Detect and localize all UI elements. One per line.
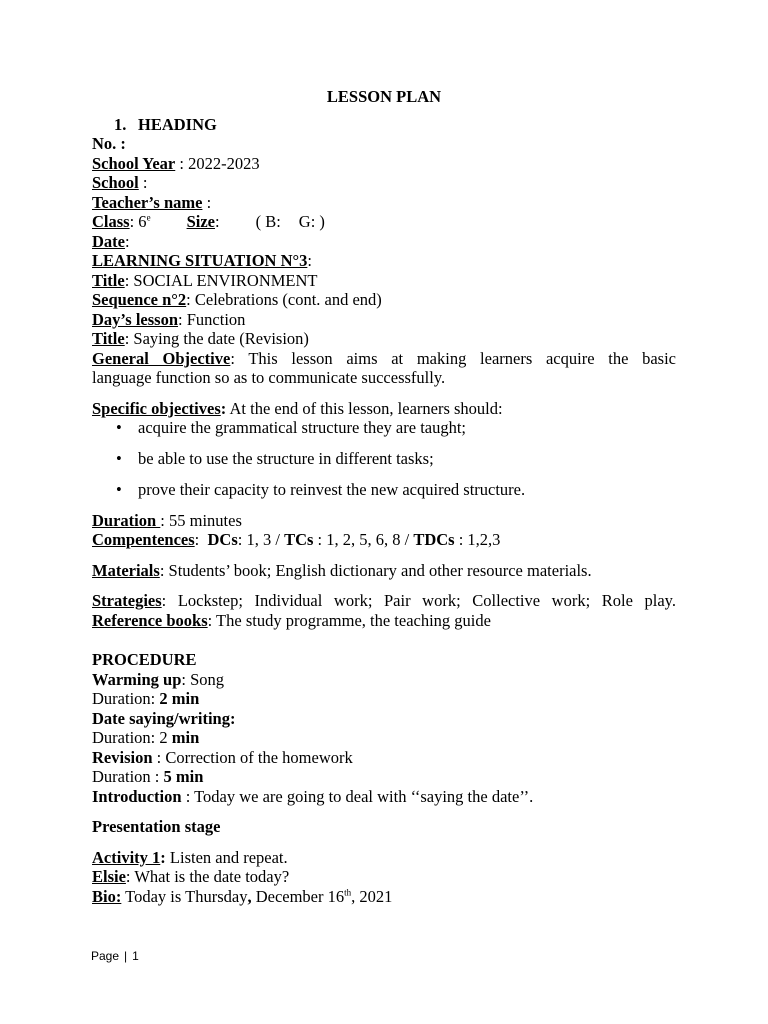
- footer-page-label: Page: [91, 949, 120, 963]
- teacher-value: :: [202, 192, 212, 212]
- bio-label: Bio:: [92, 886, 122, 906]
- activity-1-colon: :: [160, 847, 166, 867]
- title-value: : SOCIAL ENVIRONMENT: [124, 270, 318, 290]
- general-objective-label: General Objective: [92, 348, 231, 368]
- activity-1-value: Listen and repeat.: [165, 847, 288, 867]
- duration-value: : 55 minutes: [160, 510, 242, 530]
- specific-objectives-colon: :: [220, 398, 227, 418]
- bio-value-b: December 16: [251, 886, 345, 906]
- lesson-title-field: [92, 329, 676, 349]
- elsie-value: : What is the date today?: [125, 867, 290, 886]
- section-heading: [92, 115, 676, 135]
- bio-comma: ,: [247, 886, 252, 906]
- general-objective-value: : This lesson aims at making learners acquire the basic: [230, 348, 676, 368]
- introduction-field: [92, 787, 676, 807]
- duration-field: [92, 511, 676, 531]
- page-footer: [91, 947, 139, 967]
- page-title: LESSON PLAN: [326, 87, 442, 106]
- revision-value: : Correction of the homework: [152, 747, 353, 767]
- class-label: Class: [92, 212, 130, 231]
- general-objective-line1: [92, 349, 676, 369]
- learning-situation-label: LEARNING SITUATION N°3: [92, 251, 308, 270]
- sequence-value: : Celebrations (cont. and end): [186, 290, 382, 309]
- competences-colon: :: [194, 530, 200, 549]
- days-lesson-field: [92, 310, 676, 330]
- list-item: [92, 480, 676, 500]
- date-label: Date: [92, 231, 125, 251]
- list-item: [92, 418, 676, 438]
- introduction-value: : Today we are going to deal with ‘‘saying the date’’.: [181, 786, 534, 806]
- school-field: [92, 173, 676, 193]
- bullet-icon: •: [116, 480, 122, 499]
- bio-value-c: , 2021: [351, 886, 393, 906]
- sequence-label: Sequence n°2: [92, 290, 187, 309]
- general-objective-line2: language function so as to communicate successfully.: [92, 368, 446, 387]
- duration-warming-value: 2 min: [159, 689, 200, 708]
- no-field: No. :: [92, 134, 126, 153]
- school-year-value: : 2022-2023: [175, 153, 260, 173]
- elsie-label: Elsie: [92, 867, 126, 886]
- tdcs-label: TDCs: [413, 530, 455, 549]
- revision-field: [92, 748, 676, 768]
- footer-page-number: 1: [132, 949, 139, 963]
- school-label: School: [92, 173, 139, 192]
- duration-revision-label: Duration :: [92, 767, 164, 786]
- specific-objectives-label: Specific objectives: [92, 398, 221, 418]
- size-boys: ( B:: [255, 212, 281, 231]
- lesson-title-label: Title: [92, 329, 125, 348]
- strategies-value: : Lockstep; Individual work; Pair work; Collective work; Role play.: [161, 591, 676, 610]
- strategies-field: [92, 591, 676, 611]
- duration-date-saying-value: min: [171, 728, 200, 747]
- presentation-stage-heading: Presentation stage: [92, 817, 221, 836]
- title-field: [92, 271, 676, 291]
- competences-label: Compentences: [92, 530, 195, 549]
- footer-separator: |: [124, 949, 128, 963]
- materials-field: [92, 561, 676, 581]
- materials-value: : Students’ book; English dictionary and other resource materials.: [159, 560, 592, 580]
- competences-field: [92, 530, 676, 550]
- date-field: [92, 232, 676, 252]
- bio-superscript: th: [344, 887, 352, 897]
- size-girls: G: ): [298, 212, 325, 231]
- days-lesson-value: : Function: [178, 309, 246, 329]
- materials-label: Materials: [92, 560, 160, 580]
- heading-number: 1.: [114, 114, 127, 134]
- class-size-field: [92, 212, 676, 232]
- procedure-heading: PROCEDURE: [92, 650, 197, 669]
- reference-books-label: Reference books: [92, 610, 208, 630]
- activity-1-field: [92, 848, 676, 868]
- objective-text: prove their capacity to reinvest the new acquired structure.: [138, 480, 526, 499]
- introduction-label: Introduction: [92, 786, 182, 806]
- size-value: :: [214, 212, 220, 231]
- dcs-label: DCs: [207, 530, 238, 549]
- heading-label: HEADING: [138, 114, 217, 134]
- warming-up-field: [92, 670, 676, 690]
- strategies-label: Strategies: [92, 591, 162, 610]
- learning-situation-field: [92, 251, 676, 271]
- size-label: Size: [186, 212, 215, 231]
- tdcs-value: : 1,2,3: [454, 530, 501, 549]
- school-year-label: School Year: [92, 153, 176, 173]
- list-item: [92, 449, 676, 469]
- date-saying-heading: Date saying/writing:: [92, 708, 236, 728]
- document-body: [92, 87, 676, 906]
- bullet-icon: •: [116, 449, 122, 468]
- specific-objectives-list: [92, 418, 676, 500]
- title-label: Title: [92, 270, 125, 290]
- school-value: :: [138, 173, 148, 192]
- objective-text: acquire the grammatical structure they are taught;: [138, 418, 467, 437]
- warming-up-label: Warming up: [92, 669, 182, 689]
- duration-revision: [92, 767, 676, 787]
- dcs-value: : 1, 3 /: [237, 530, 285, 549]
- sequence-field: [92, 290, 676, 310]
- activity-1-label: Activity 1: [92, 847, 161, 867]
- duration-warming-label: Duration:: [92, 689, 160, 708]
- learning-situation-value: :: [307, 251, 312, 270]
- duration-warming: [92, 689, 676, 709]
- tcs-label: TCs: [284, 530, 314, 549]
- teacher-field: [92, 193, 676, 213]
- duration-date-saying: [92, 728, 676, 748]
- class-value: : 6: [129, 212, 147, 231]
- lesson-title-value: : Saying the date (Revision): [124, 329, 309, 348]
- objective-text: be able to use the structure in different tasks;: [138, 449, 434, 468]
- revision-label: Revision: [92, 747, 153, 767]
- bio-value-a: Today is Thursday: [121, 886, 248, 906]
- school-year-field: [92, 154, 676, 174]
- bullet-icon: •: [116, 418, 122, 437]
- elsie-line: [92, 867, 676, 887]
- warming-up-value: : Song: [181, 669, 225, 689]
- duration-revision-value: 5 min: [163, 767, 204, 786]
- class-superscript: e: [146, 212, 151, 223]
- bio-line: [92, 887, 676, 907]
- duration-date-saying-label: Duration: 2: [92, 728, 172, 747]
- date-value: :: [124, 231, 130, 251]
- duration-label: Duration: [92, 510, 161, 530]
- teacher-label: Teacher’s name: [92, 192, 203, 212]
- days-lesson-label: Day’s lesson: [92, 309, 179, 329]
- specific-objectives-intro: At the end of this lesson, learners should:: [226, 398, 503, 418]
- tcs-value: : 1, 2, 5, 6, 8 /: [313, 530, 414, 549]
- reference-books-value: : The study programme, the teaching guide: [207, 610, 491, 630]
- specific-objectives: [92, 399, 676, 419]
- reference-books-field: [92, 611, 676, 631]
